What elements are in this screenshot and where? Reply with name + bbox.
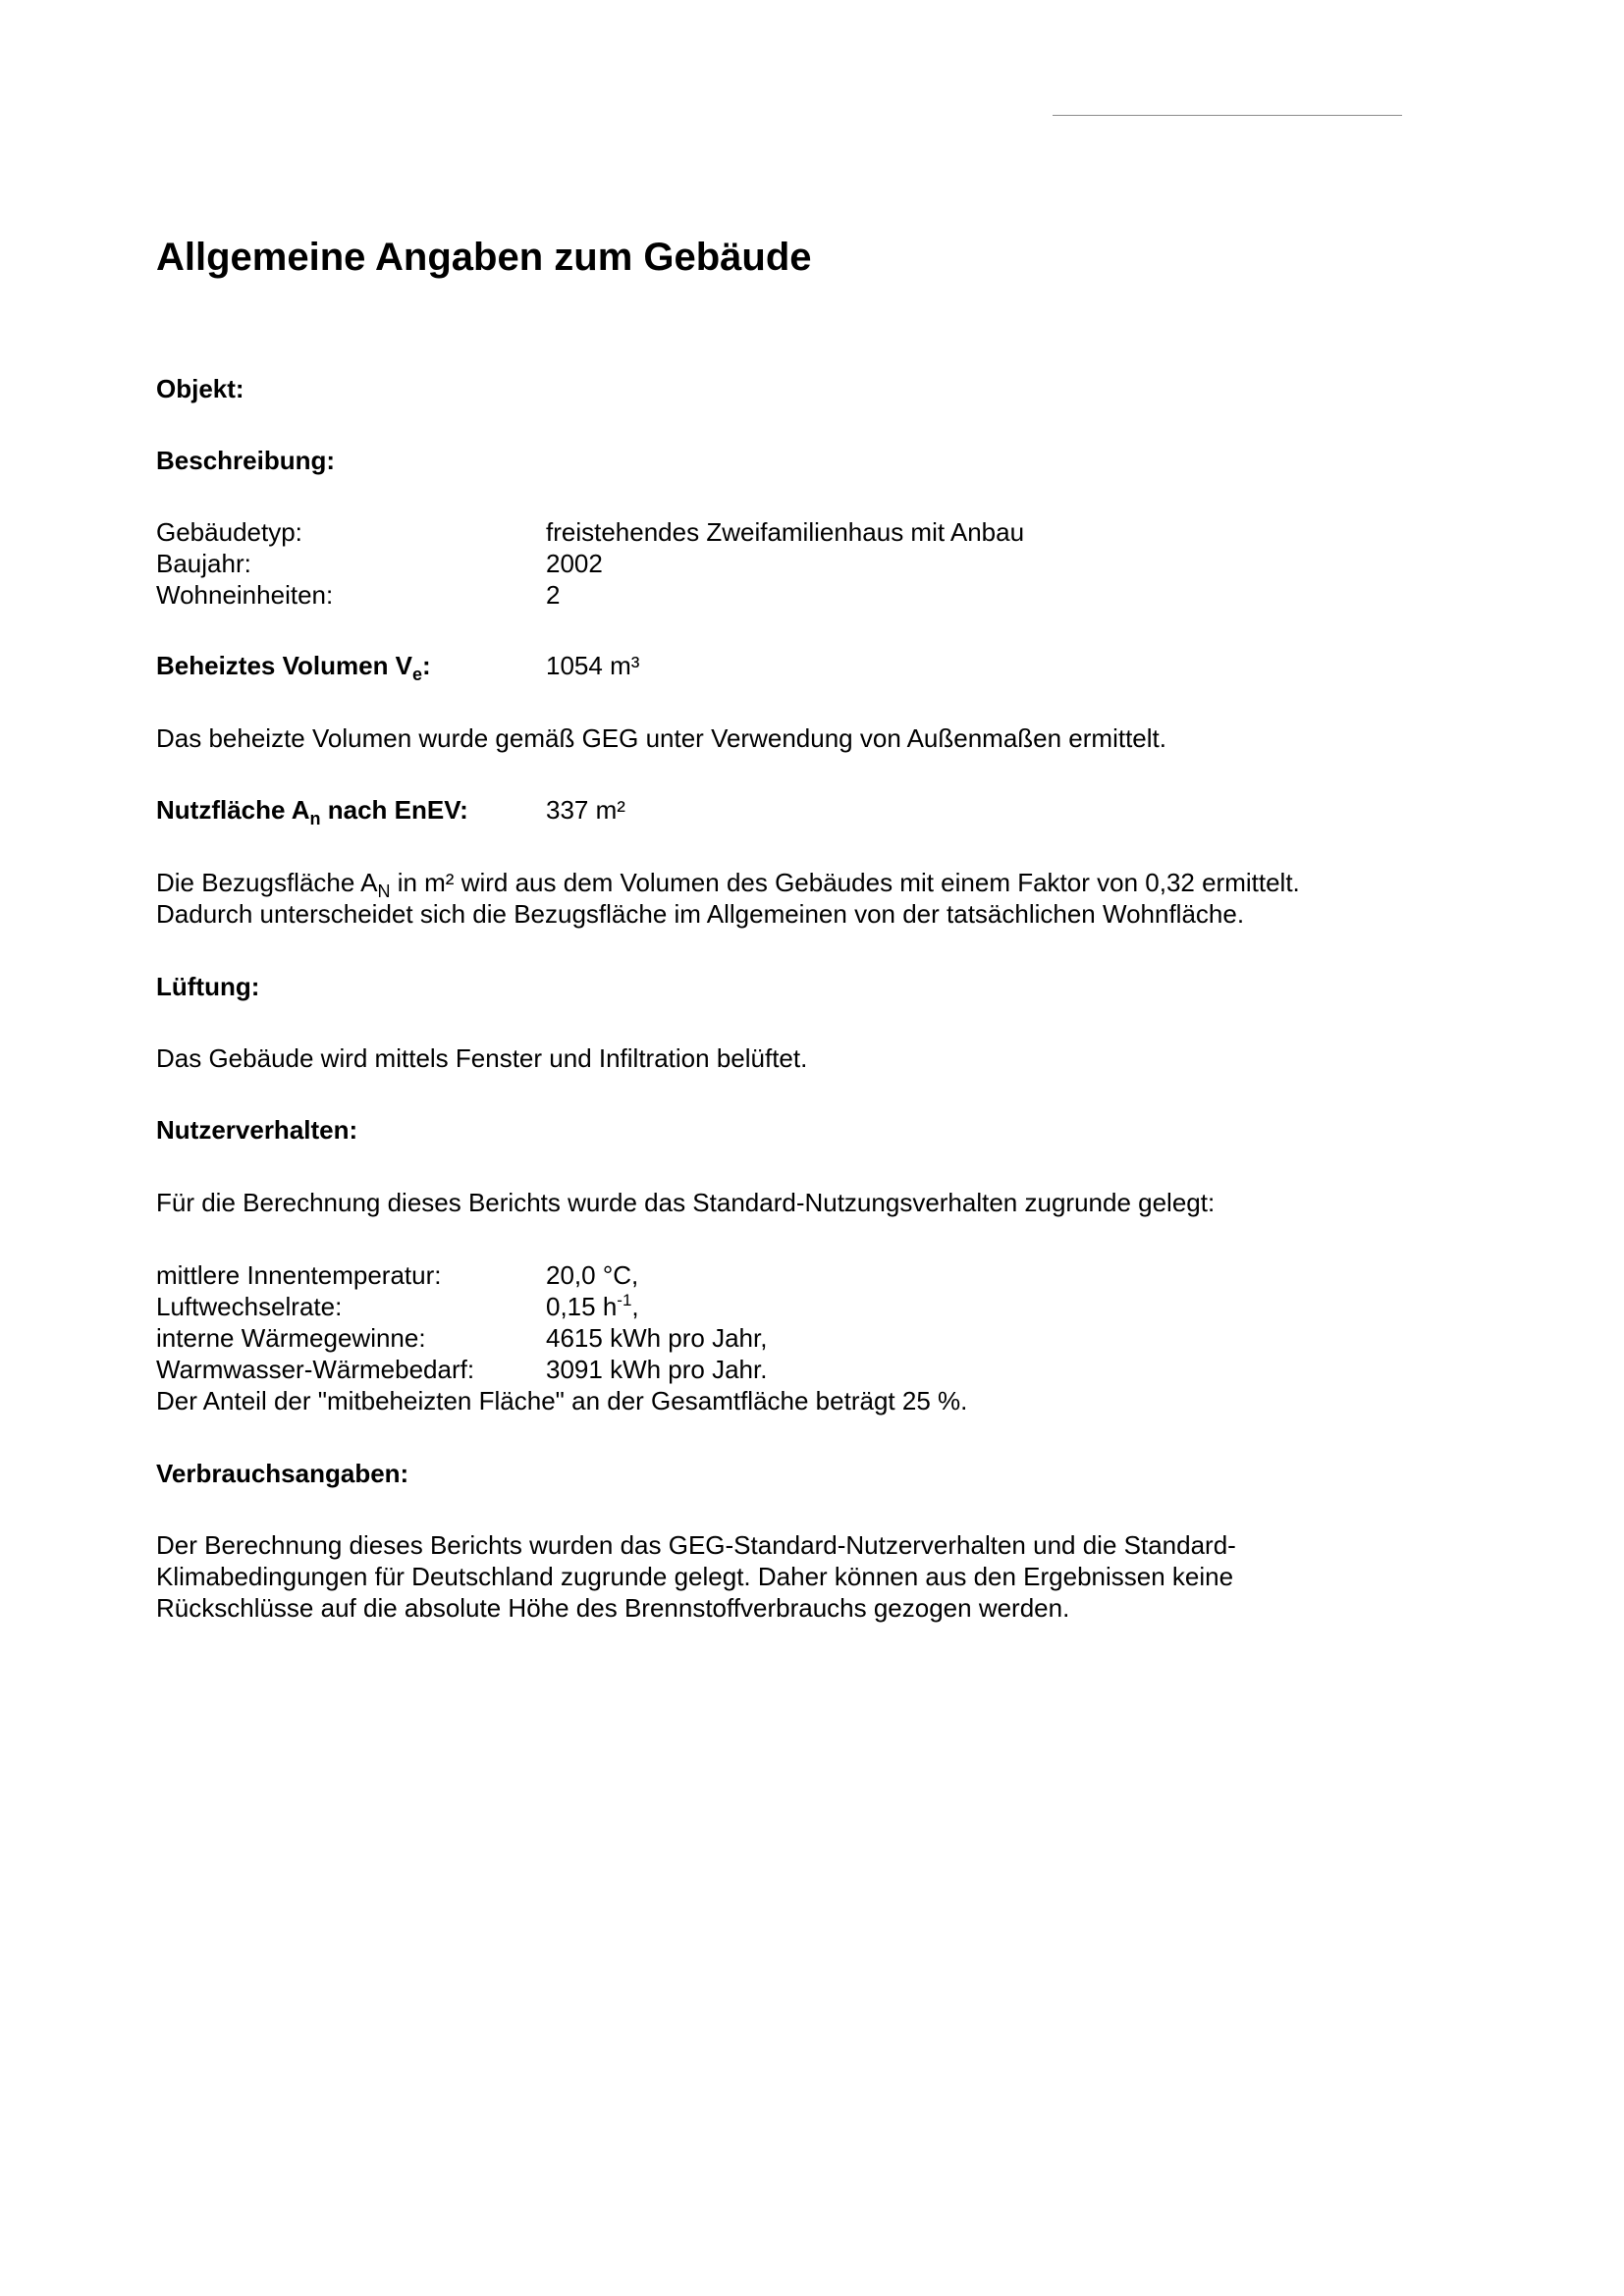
nutzflaeche-label-prefix: Nutzfläche A — [156, 795, 310, 825]
wohneinheiten-label: Wohneinheiten: — [156, 580, 334, 610]
volumen-note: Das beheizte Volumen wurde gemäß GEG unter Verwendung von Außenmaßen ermittelt. — [156, 723, 1166, 753]
gebaeudetyp-label: Gebäudetyp: — [156, 517, 302, 547]
verbrauchsangaben-line-1: Der Berechnung dieses Berichts wurden das GEG-Standard-Nutzerverhalten und die Standard- — [156, 1530, 1236, 1560]
gebaeudetyp-value: freistehendes Zweifamilienhaus mit Anbau — [546, 517, 1025, 547]
note-suffix: in m² wird aus dem Volumen des Gebäudes mit einem Faktor von 0,32 ermittelt. — [390, 868, 1300, 897]
nutzflaeche-note-line-2: Dadurch unterscheidet sich die Bezugsfläche im Allgemeinen von der tatsächlichen Wohnfläche. — [156, 899, 1245, 929]
note-subscript: N — [377, 881, 391, 901]
note-prefix: Die Bezugsfläche A — [156, 868, 378, 897]
lueftung-text: Das Gebäude wird mittels Fenster und Infiltration belüftet. — [156, 1043, 808, 1073]
warmwasser-label: Warmwasser-Wärmebedarf: — [156, 1355, 475, 1384]
innentemperatur-value: 20,0 °C, — [546, 1260, 639, 1290]
luftwechselrate-value-suffix: , — [631, 1292, 639, 1321]
luftwechselrate-value — [546, 1291, 639, 1322]
objekt-label: Objekt: — [156, 374, 244, 403]
nutzerverhalten-intro: Für die Berechnung dieses Berichts wurde das Standard-Nutzungsverhalten zugrunde gelegt: — [156, 1188, 1216, 1217]
baujahr-label: Baujahr: — [156, 549, 251, 578]
volumen-label-prefix: Beheiztes Volumen V — [156, 651, 413, 680]
nutzflaeche-note-line-1 — [156, 867, 1300, 901]
wohneinheiten-value: 2 — [546, 580, 561, 610]
beschreibung-label: Beschreibung: — [156, 446, 336, 475]
nutzflaeche-label — [156, 794, 468, 826]
nutzflaeche-label-suffix: nach EnEV: — [320, 795, 468, 825]
anteil-text: Der Anteil der "mitbeheizten Fläche" an der Gesamtfläche beträgt 25 %. — [156, 1386, 968, 1415]
header-rule — [1053, 115, 1402, 116]
volumen-label-subscript: e — [412, 665, 423, 684]
warmwasser-value: 3091 kWh pro Jahr. — [546, 1355, 768, 1384]
nutzflaeche-label-subscript: n — [309, 809, 321, 828]
luftwechselrate-value-prefix: 0,15 h — [546, 1292, 618, 1321]
lueftung-label: Lüftung: — [156, 972, 260, 1001]
volumen-value: 1054 m³ — [546, 651, 640, 680]
page-title: Allgemeine Angaben zum Gebäude — [156, 236, 812, 279]
baujahr-value: 2002 — [546, 549, 603, 578]
innentemperatur-label: mittlere Innentemperatur: — [156, 1260, 442, 1290]
volumen-label — [156, 650, 431, 684]
luftwechselrate-superscript: -1 — [617, 1291, 632, 1309]
waermegewinne-label: interne Wärmegewinne: — [156, 1323, 426, 1353]
luftwechselrate-label: Luftwechselrate: — [156, 1292, 343, 1321]
verbrauchsangaben-label: Verbrauchsangaben: — [156, 1459, 409, 1488]
verbrauchsangaben-line-2: Klimabedingungen für Deutschland zugrunde gelegt. Daher können aus den Ergebnissen keine — [156, 1562, 1234, 1591]
nutzerverhalten-label: Nutzerverhalten: — [156, 1115, 358, 1145]
nutzflaeche-value: 337 m² — [546, 795, 625, 825]
waermegewinne-value: 4615 kWh pro Jahr, — [546, 1323, 768, 1353]
verbrauchsangaben-line-3: Rückschlüsse auf die absolute Höhe des Brennstoffverbrauchs gezogen werden. — [156, 1593, 1070, 1623]
volumen-label-suffix: : — [422, 651, 431, 680]
